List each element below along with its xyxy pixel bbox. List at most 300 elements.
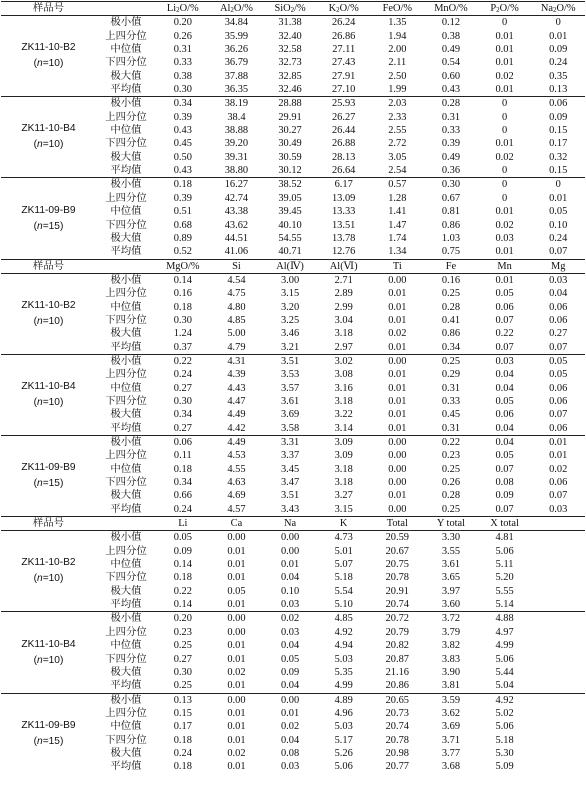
- value-cell: 32.46: [278, 84, 302, 96]
- column-header: [371, 259, 425, 273]
- value-cell: 2.97: [334, 341, 353, 353]
- value-cell: 0.07: [549, 409, 568, 421]
- value-cell: 0.38: [173, 70, 192, 82]
- value-cell: 0.07: [495, 503, 514, 515]
- value-cell: 0.50: [173, 151, 192, 163]
- value-cell: 0.25: [173, 640, 192, 652]
- column-header: [531, 259, 585, 273]
- value-cell: 39.31: [224, 151, 249, 163]
- value-cell: 3.18: [334, 477, 353, 489]
- value-cell: 0.17: [549, 138, 568, 150]
- value-cell: 0.03: [549, 503, 568, 515]
- value-cell: 3.65: [441, 572, 461, 584]
- value-cell: 32.40: [278, 30, 302, 42]
- value-cell: 20.78: [385, 734, 409, 746]
- value-cell: 3.69: [441, 721, 461, 733]
- value-cell: 3.59: [424, 693, 478, 707]
- value-cell: 0.18: [156, 178, 210, 192]
- value-cell: 4.99: [495, 640, 514, 652]
- value-cell: [531, 734, 585, 747]
- value-cell: 39.05: [278, 192, 302, 204]
- stat-label: 中位值: [110, 125, 142, 137]
- value-cell: 0.03: [531, 273, 585, 287]
- value-cell: [531, 693, 585, 707]
- sample-count-n: n: [37, 573, 43, 585]
- value-cell: 0.04: [280, 572, 300, 584]
- value-cell: 20.91: [385, 585, 409, 597]
- column-header-subscript: 2: [290, 6, 295, 14]
- value-cell: 0.25: [441, 463, 461, 475]
- column-header-base: Ti: [392, 260, 402, 272]
- value-cell: 3.14: [334, 422, 353, 434]
- stat-label: 平均值: [110, 599, 142, 611]
- column-header-base: Mn: [497, 260, 512, 272]
- value-cell: 0.30: [173, 84, 192, 96]
- table-row: [1, 531, 585, 545]
- value-cell: 3.18: [334, 395, 353, 407]
- value-cell: 0.14: [173, 559, 192, 571]
- stat-label: 极小值: [96, 16, 156, 30]
- value-cell: 0.04: [280, 640, 300, 652]
- stat-label: 上四分位: [105, 626, 147, 638]
- table-row: [1, 693, 585, 707]
- value-cell: 0.36: [441, 165, 461, 177]
- value-cell: 13.33: [331, 206, 356, 218]
- value-cell: 26.64: [331, 165, 356, 177]
- value-cell: 0.24: [549, 57, 568, 69]
- column-header-subscript: 2: [176, 6, 180, 14]
- stat-header: [96, 2, 156, 16]
- column-header-unit: O/%: [499, 3, 519, 14]
- value-cell: 0.67: [441, 192, 461, 204]
- value-cell: 0: [478, 16, 532, 30]
- value-cell: 0.00: [263, 693, 317, 707]
- value-cell: 0.13: [156, 693, 210, 707]
- value-cell: 3.47: [280, 477, 300, 489]
- stat-label: 极大值: [110, 409, 142, 421]
- value-cell: 42.74: [224, 192, 249, 204]
- value-cell: 0.02: [227, 747, 246, 759]
- sample-count-n: n: [37, 735, 43, 747]
- value-cell: 4.47: [227, 395, 246, 407]
- column-header: [263, 517, 317, 531]
- value-cell: 2.50: [388, 70, 407, 82]
- column-header-unit: O/%: [233, 3, 253, 14]
- column-header: [371, 517, 425, 531]
- table-row: [1, 97, 585, 111]
- value-cell: 0.01: [280, 559, 300, 571]
- column-header: [531, 517, 585, 531]
- stat-label: 中位值: [110, 463, 142, 475]
- value-cell: 20.86: [385, 680, 409, 692]
- column-header-unit: /%: [294, 3, 306, 14]
- value-cell: 0.07: [549, 490, 568, 502]
- value-cell: 3.37: [280, 450, 300, 462]
- column-header-base: Li: [166, 3, 177, 14]
- value-cell: 4.92: [478, 693, 532, 707]
- value-cell: 5.17: [334, 734, 353, 746]
- column-header-base: Na: [540, 3, 553, 14]
- value-cell: 4.97: [495, 626, 514, 638]
- value-cell: 5.14: [495, 599, 514, 611]
- value-cell: 0.60: [441, 70, 461, 82]
- value-cell: 0.02: [263, 612, 317, 626]
- stat-label: 下四分位: [105, 138, 147, 150]
- column-header-base: Al(Ⅳ): [276, 260, 304, 272]
- value-cell: 39.45: [278, 206, 302, 218]
- value-cell: 20.98: [385, 747, 409, 759]
- value-cell: 3.15: [334, 503, 353, 515]
- value-cell: [531, 571, 585, 584]
- value-cell: 0.27: [549, 328, 568, 340]
- value-cell: 0.01: [227, 734, 246, 746]
- column-header: [531, 2, 585, 16]
- value-cell: 5.09: [495, 761, 514, 773]
- value-cell: 0.16: [173, 288, 192, 300]
- value-cell: 5.55: [495, 585, 514, 597]
- sample-name: ZK11-09-B9: [21, 719, 76, 731]
- value-cell: 0.00: [280, 545, 300, 557]
- value-cell: 0.18: [173, 301, 192, 313]
- value-cell: 20.74: [385, 599, 409, 611]
- value-cell: 37.88: [224, 70, 249, 82]
- value-cell: 4.79: [227, 341, 246, 353]
- value-cell: 0.43: [173, 165, 192, 177]
- value-cell: 0.03: [280, 761, 300, 773]
- column-header-base: SiO: [274, 3, 291, 14]
- value-cell: 4.89: [317, 693, 371, 707]
- value-cell: 2.00: [388, 44, 407, 56]
- value-cell: [531, 612, 585, 626]
- value-cell: 0.17: [173, 721, 192, 733]
- value-cell: 0.23: [441, 450, 461, 462]
- value-cell: 0.10: [549, 219, 568, 231]
- value-cell: 0.01: [227, 707, 246, 719]
- value-cell: 6.17: [317, 178, 371, 192]
- value-cell: 0.43: [173, 125, 192, 137]
- value-cell: 26.44: [331, 125, 356, 137]
- column-header: [156, 517, 210, 531]
- value-cell: 26.86: [331, 30, 356, 42]
- value-cell: 0.34: [441, 341, 461, 353]
- value-cell: 1.74: [388, 232, 407, 244]
- sample-count-n: n: [37, 220, 43, 232]
- value-cell: 0.06: [549, 382, 568, 394]
- value-cell: 0.41: [441, 314, 461, 326]
- column-header-unit: O/%: [556, 3, 576, 14]
- value-cell: 26.27: [331, 111, 356, 123]
- column-header-subscript: 2: [336, 6, 340, 14]
- value-cell: 0.01: [388, 490, 407, 502]
- value-cell: 0.01: [495, 44, 514, 56]
- value-cell: 0.01: [227, 599, 246, 611]
- value-cell: 4.49: [210, 436, 264, 450]
- value-cell: 0.06: [549, 422, 568, 434]
- value-cell: 5.54: [334, 585, 353, 597]
- value-cell: 0.86: [441, 328, 461, 340]
- value-cell: [531, 747, 585, 760]
- sample-count: (n=10): [33, 139, 64, 151]
- stat-label: 极小值: [96, 273, 156, 287]
- value-cell: 0.01: [495, 30, 514, 42]
- value-cell: 0.30: [173, 395, 192, 407]
- stat-label: 极小值: [96, 612, 156, 626]
- value-cell: 54.55: [278, 232, 302, 244]
- value-cell: 3.45: [280, 463, 300, 475]
- sample-name: ZK11-10-B2: [21, 42, 76, 54]
- sample-name: ZK11-09-B9: [21, 204, 76, 216]
- value-cell: 0.07: [495, 341, 514, 353]
- value-cell: 36.35: [224, 84, 249, 96]
- value-cell: [531, 679, 585, 693]
- value-cell: 0.00: [371, 273, 425, 287]
- value-cell: 34.84: [210, 16, 264, 30]
- value-cell: 0.01: [549, 450, 568, 462]
- value-cell: 0.01: [227, 761, 246, 773]
- value-cell: 0.05: [227, 585, 246, 597]
- value-cell: 0.10: [280, 585, 300, 597]
- value-cell: 3.21: [280, 341, 300, 353]
- value-cell: 0.04: [495, 382, 514, 394]
- value-cell: 0.28: [441, 301, 461, 313]
- value-cell: [531, 558, 585, 571]
- value-cell: 5.18: [495, 734, 514, 746]
- value-cell: 36.26: [224, 44, 249, 56]
- value-cell: 0.00: [210, 693, 264, 707]
- stat-label: 下四分位: [105, 314, 147, 326]
- value-cell: 0.00: [227, 626, 246, 638]
- value-cell: 0.01: [495, 206, 514, 218]
- value-cell: 3.00: [263, 273, 317, 287]
- value-cell: 0.05: [280, 653, 300, 665]
- sample-name: ZK11-10-B2: [21, 299, 76, 311]
- column-header-base: K: [339, 518, 348, 530]
- value-cell: 1.94: [388, 30, 407, 42]
- value-cell: 4.80: [227, 301, 246, 313]
- value-cell: 0.15: [549, 125, 568, 137]
- value-cell: 0.05: [549, 206, 568, 218]
- value-cell: 21.16: [385, 666, 409, 678]
- value-cell: 4.55: [227, 463, 246, 475]
- stat-label: 中位值: [110, 301, 142, 313]
- value-cell: 3.08: [334, 369, 353, 381]
- column-header: [156, 2, 210, 16]
- value-cell: 1.47: [388, 219, 407, 231]
- value-cell: 3.05: [388, 151, 407, 163]
- value-cell: 38.4: [227, 111, 246, 123]
- sample-name: ZK11-10-B2: [21, 557, 76, 569]
- column-header: [210, 2, 264, 16]
- column-header: [210, 517, 264, 531]
- value-cell: 5.03: [334, 653, 353, 665]
- value-cell: 1.03: [441, 232, 461, 244]
- stat-label: 平均值: [110, 84, 142, 96]
- stat-label: 上四分位: [105, 369, 147, 381]
- table-row: [1, 612, 585, 626]
- value-cell: 27.91: [331, 70, 356, 82]
- stat-label: 上四分位: [105, 192, 147, 204]
- column-header-base: Li: [178, 518, 188, 530]
- value-cell: 0: [531, 178, 585, 192]
- value-cell: 0.45: [441, 409, 461, 421]
- value-cell: 0.00: [210, 531, 264, 545]
- stat-label: 上四分位: [105, 30, 147, 42]
- stat-label: 下四分位: [105, 734, 147, 746]
- column-header-base: Na: [284, 518, 297, 530]
- value-cell: 20.87: [385, 653, 409, 665]
- value-cell: 0.01: [280, 707, 300, 719]
- value-cell: 3.90: [441, 666, 461, 678]
- value-cell: 5.30: [495, 747, 514, 759]
- stat-label: 上四分位: [105, 111, 147, 123]
- sample-cell: [1, 178, 96, 259]
- stat-label: 上四分位: [105, 707, 147, 719]
- value-cell: 0.04: [280, 734, 300, 746]
- value-cell: 4.73: [317, 531, 371, 545]
- value-cell: [531, 585, 585, 598]
- value-cell: 32.73: [278, 57, 302, 69]
- value-cell: 0.07: [549, 341, 568, 353]
- value-cell: 0: [501, 125, 508, 137]
- value-cell: 0.01: [227, 545, 246, 557]
- value-cell: 0.39: [441, 138, 461, 150]
- stat-label: 中位值: [110, 44, 142, 56]
- value-cell: 28.13: [331, 151, 356, 163]
- column-header: [210, 259, 264, 273]
- table-body: [1, 2, 585, 774]
- stat-label: 平均值: [110, 680, 142, 692]
- column-header: [371, 2, 425, 16]
- value-cell: 4.69: [227, 490, 246, 502]
- sample-count-n: n: [37, 315, 43, 327]
- stat-label: 极小值: [96, 436, 156, 450]
- value-cell: 0.04: [495, 422, 514, 434]
- value-cell: 3.18: [334, 463, 353, 475]
- value-cell: 3.51: [280, 490, 300, 502]
- table-row: [1, 436, 585, 450]
- value-cell: 5.06: [495, 721, 514, 733]
- value-cell: 0.32: [549, 151, 568, 163]
- value-cell: 4.88: [478, 612, 532, 626]
- value-cell: 0.27: [173, 422, 192, 434]
- value-cell: 1.35: [371, 16, 425, 30]
- value-cell: 13.51: [331, 219, 356, 231]
- stat-label: 中位值: [110, 382, 142, 394]
- sample-cell: [1, 273, 96, 354]
- value-cell: 3.72: [424, 612, 478, 626]
- sample-header: 样品号: [1, 517, 96, 531]
- value-cell: 5.01: [334, 545, 353, 557]
- stat-label: 平均值: [110, 503, 142, 515]
- value-cell: 0.06: [531, 97, 585, 111]
- value-cell: 0.01: [388, 288, 407, 300]
- value-cell: 3.58: [280, 422, 300, 434]
- value-cell: 3.71: [441, 734, 461, 746]
- column-header: [263, 259, 317, 273]
- value-cell: 4.57: [227, 503, 246, 515]
- value-cell: 0: [501, 111, 508, 123]
- table-row: [1, 16, 585, 30]
- value-cell: 0.00: [263, 531, 317, 545]
- value-cell: 40.71: [278, 246, 302, 258]
- value-cell: 0.01: [388, 341, 407, 353]
- value-cell: 0.05: [549, 369, 568, 381]
- value-cell: 0.27: [173, 653, 192, 665]
- sample-name: ZK11-10-B4: [21, 380, 76, 392]
- value-cell: 0.24: [173, 747, 192, 759]
- value-cell: 0.43: [441, 84, 461, 96]
- column-header-base: X total: [490, 518, 519, 530]
- value-cell: 0.57: [371, 178, 425, 192]
- value-cell: 0.00: [388, 503, 407, 515]
- value-cell: 4.49: [227, 409, 246, 421]
- value-cell: 0.27: [173, 382, 192, 394]
- value-cell: 5.00: [227, 328, 246, 340]
- value-cell: 0.07: [495, 314, 514, 326]
- stat-label: 极小值: [96, 354, 156, 368]
- value-cell: 4.92: [334, 626, 353, 638]
- value-cell: 43.62: [224, 219, 249, 231]
- value-cell: 3.04: [334, 314, 353, 326]
- value-cell: 20.59: [371, 531, 425, 545]
- value-cell: [531, 531, 585, 545]
- column-header-base: Si: [232, 260, 241, 272]
- value-cell: 0.22: [495, 328, 514, 340]
- value-cell: 0.01: [227, 721, 246, 733]
- value-cell: 0.04: [280, 680, 300, 692]
- value-cell: 0.25: [441, 288, 461, 300]
- value-cell: 3.83: [441, 653, 461, 665]
- stat-header: [96, 517, 156, 531]
- value-cell: 0.00: [210, 612, 264, 626]
- column-header: [478, 517, 532, 531]
- value-cell: 5.06: [495, 653, 514, 665]
- value-cell: 0.23: [173, 626, 192, 638]
- value-cell: 0.22: [424, 436, 478, 450]
- sample-count-n: n: [37, 396, 43, 408]
- value-cell: 0.03: [478, 354, 532, 368]
- value-cell: 0.09: [495, 490, 514, 502]
- value-cell: 0.01: [478, 273, 532, 287]
- value-cell: 0.38: [441, 30, 461, 42]
- value-cell: 5.06: [495, 545, 514, 557]
- data-table-sheet: [1, 1, 585, 774]
- value-cell: 0.08: [280, 747, 300, 759]
- column-header-base: Al(Ⅵ): [329, 260, 358, 272]
- value-cell: 27.43: [331, 57, 356, 69]
- value-cell: 0: [478, 97, 532, 111]
- column-header-base: MgO/%: [166, 260, 200, 272]
- value-cell: 3.16: [334, 382, 353, 394]
- value-cell: 0.31: [441, 382, 461, 394]
- column-header-base: MnO/%: [434, 3, 468, 14]
- column-header-base: Total: [386, 518, 408, 530]
- value-cell: 0.01: [388, 395, 407, 407]
- value-cell: 38.88: [224, 125, 249, 137]
- value-cell: 4.99: [334, 680, 353, 692]
- value-cell: 0.26: [173, 30, 192, 42]
- value-cell: 4.42: [227, 422, 246, 434]
- value-cell: 28.88: [263, 97, 317, 111]
- stat-label: 极大值: [110, 151, 142, 163]
- value-cell: 3.61: [280, 395, 300, 407]
- sample-count: (n=15): [33, 220, 64, 232]
- value-cell: 0.24: [173, 503, 192, 515]
- value-cell: 32.85: [278, 70, 302, 82]
- column-header: [317, 2, 371, 16]
- value-cell: 0.66: [173, 490, 192, 502]
- value-cell: 5.20: [495, 572, 514, 584]
